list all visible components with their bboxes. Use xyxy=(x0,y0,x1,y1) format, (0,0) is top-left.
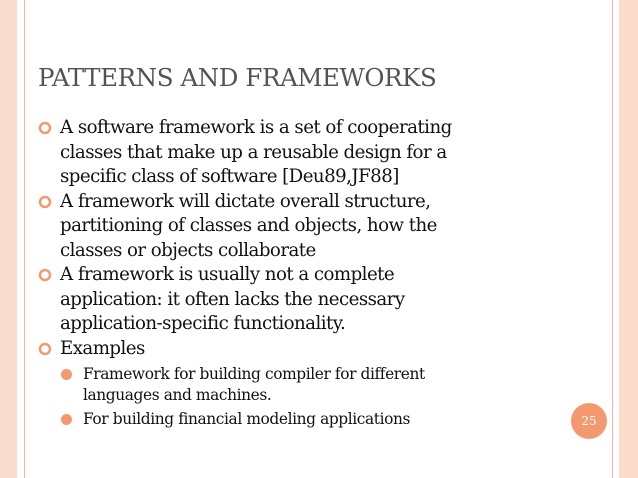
page-number-badge: 25 xyxy=(571,403,607,439)
bullet-line: application: it often lacks the necessary xyxy=(60,288,405,310)
slide-title: PATTERNS AND FRAMEWORKS xyxy=(38,63,437,92)
bullet-line: A software framework is a set of cooperating xyxy=(60,117,452,138)
hollow-circle-bullet-icon xyxy=(38,195,52,209)
sub-bullet-line: Framework for building compiler for different xyxy=(83,365,425,383)
slide-content xyxy=(38,116,578,430)
bullet-line: A framework will dictate overall structure, xyxy=(60,190,431,212)
bullet-line: classes that make up a reusable design for a xyxy=(60,141,447,163)
sub-bullet-item-financial-modeling xyxy=(38,409,578,430)
bullet-line: Examples xyxy=(60,337,145,359)
filled-circle-bullet-icon xyxy=(60,368,73,381)
bullet-item-examples xyxy=(38,337,578,362)
hollow-circle-bullet-icon xyxy=(38,342,52,356)
bullet-item-framework-structure xyxy=(38,190,578,264)
bullet-line: application-specific functionality. xyxy=(60,313,346,334)
bullet-line: classes or objects collaborate xyxy=(60,239,316,261)
filled-circle-bullet-icon xyxy=(60,413,73,426)
bullet-item-framework-incomplete xyxy=(38,263,578,337)
left-decorative-line xyxy=(24,0,25,478)
right-decorative-line xyxy=(612,0,613,478)
hollow-circle-bullet-icon xyxy=(38,121,52,135)
bullet-item-framework-definition xyxy=(38,116,578,190)
right-decorative-band xyxy=(619,0,638,478)
sub-bullet-line: For building financial modeling applications xyxy=(83,410,410,428)
bullet-line: A framework is usually not a complete xyxy=(60,264,395,285)
bullet-line: specific class of software [Deu89,JF88] xyxy=(60,166,399,187)
left-decorative-band xyxy=(0,0,17,478)
bullet-line: partitioning of classes and objects, how the xyxy=(60,215,437,236)
hollow-circle-bullet-icon xyxy=(38,268,52,282)
sub-bullet-line: languages and machines. xyxy=(83,386,272,404)
sub-bullet-item-compiler-framework xyxy=(38,364,578,406)
